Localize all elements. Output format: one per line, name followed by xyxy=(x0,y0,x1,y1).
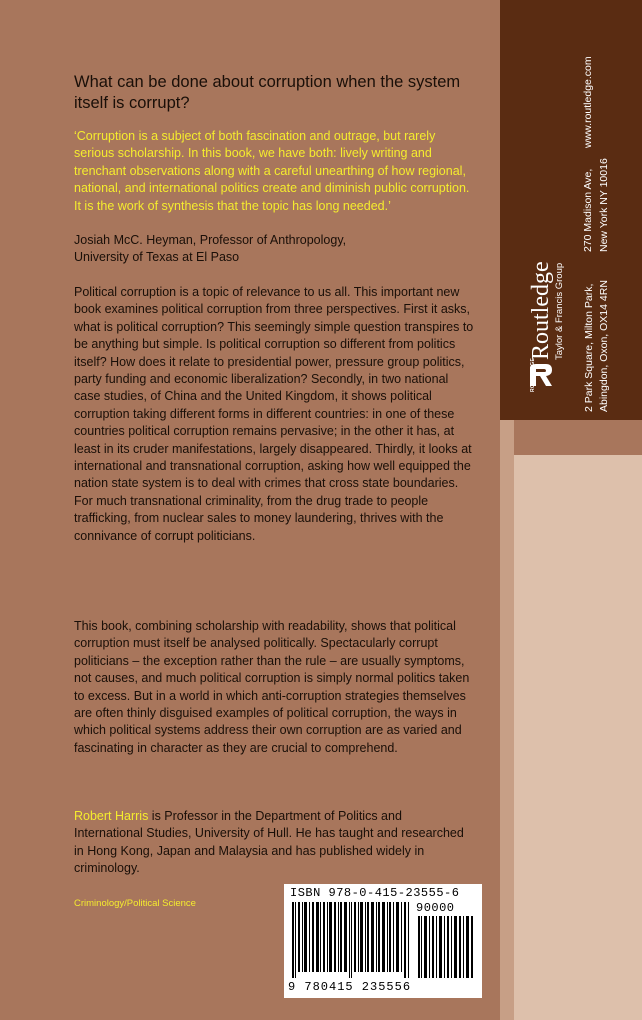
barcode-bars xyxy=(292,902,412,978)
spine-light-band xyxy=(500,455,642,1020)
author-bio-text: is Professor in the Department of Politics and International Studies, University of Hull. He has taught and researched in Hong Kong, Japan and Malaysia and has published widely in criminology. xyxy=(74,809,464,876)
spine-divider xyxy=(500,420,642,455)
publisher-website[interactable]: www.routledge.com xyxy=(582,56,594,148)
publisher-group: Taylor & Francis Group xyxy=(554,262,565,360)
subject-category: Criminology/Political Science xyxy=(74,898,196,909)
attribution-line-2: University of Texas at El Paso xyxy=(74,250,240,265)
address-line-2: Abingdon, Oxon, OX14 4RN xyxy=(598,280,610,412)
cover-heading: What can be done about corruption when the system itself is corrupt? xyxy=(74,73,461,112)
isbn-barcode xyxy=(284,884,482,998)
endorsement-quote: ‘Corruption is a subject of both fascination and outrage, but rarely serious scholarship. In this book, we have both: lively writing and trenchant observations along with a careful unearthing of how regional, national, and international politics create and diminish public corruption. It is the work of synthesis that the topic has long needed.’ xyxy=(74,129,470,213)
publisher-panel xyxy=(500,0,642,420)
address-line-1: 2 Park Square, Milton Park, xyxy=(583,283,595,412)
endorsement-attribution xyxy=(74,232,474,267)
address-line-4: New York NY 10016 xyxy=(598,158,610,252)
author-bio xyxy=(74,808,474,878)
address-line-3: 270 Madison Ave, xyxy=(582,168,594,252)
price-barcode-bars xyxy=(418,916,474,978)
logo-label: ROUTLEDGE xyxy=(530,357,536,392)
price-code: 90000 xyxy=(416,901,455,915)
description-paragraph-2: This book, combining scholarship with readability, shows that political corruption must itself be analysed politically. Spectacularly corrupt politicians – the exception rather than the rule – are usually symptoms, not causes, and much political corruption is simply normal politics taken to excess. But in a world in which anti-corruption strategies themselves are often thinly disguised examples of political corruption, the ways in which political systems address their own corruption are as varied and fascinating in character as they are crucial to comprehend. xyxy=(74,619,470,755)
description-paragraph-1: Political corruption is a topic of relevance to us all. This important new book examines political corruption from three perspectives. First it asks, what is political corruption? This seemingly simple question transpires to be anything but simple. Is political corruption so different from politics itself? How does it relate to presidential power, pressure group politics, party funding and economic liberalization? Secondly, in two national case studies, of China and the United Kingdom, it shows political corruption taking different forms in different countries: in one of these countries political corruption remains pervasive; in the other it has, at least in its cruder manifestations, largely disappeared. Thirdly, it looks at international and transnational corruption, asking how well equipped the nation state system is to deal with crimes that cross state boundaries. For much transnational criminality, from the drug trade to people trafficking, from nuclear sales to money laundering, thrives with the connivance of corrupt politicians. xyxy=(74,285,474,543)
barcode-number: 9 780415 235556 xyxy=(288,980,412,994)
isbn-label: ISBN 978-0-415-23555-6 xyxy=(290,886,460,900)
attribution-line-1: Josiah McC. Heyman, Professor of Anthropology, xyxy=(74,233,347,247)
author-name: Robert Harris xyxy=(74,809,149,823)
publisher-name: Routledge xyxy=(528,261,554,360)
spine-edge xyxy=(500,420,514,1020)
